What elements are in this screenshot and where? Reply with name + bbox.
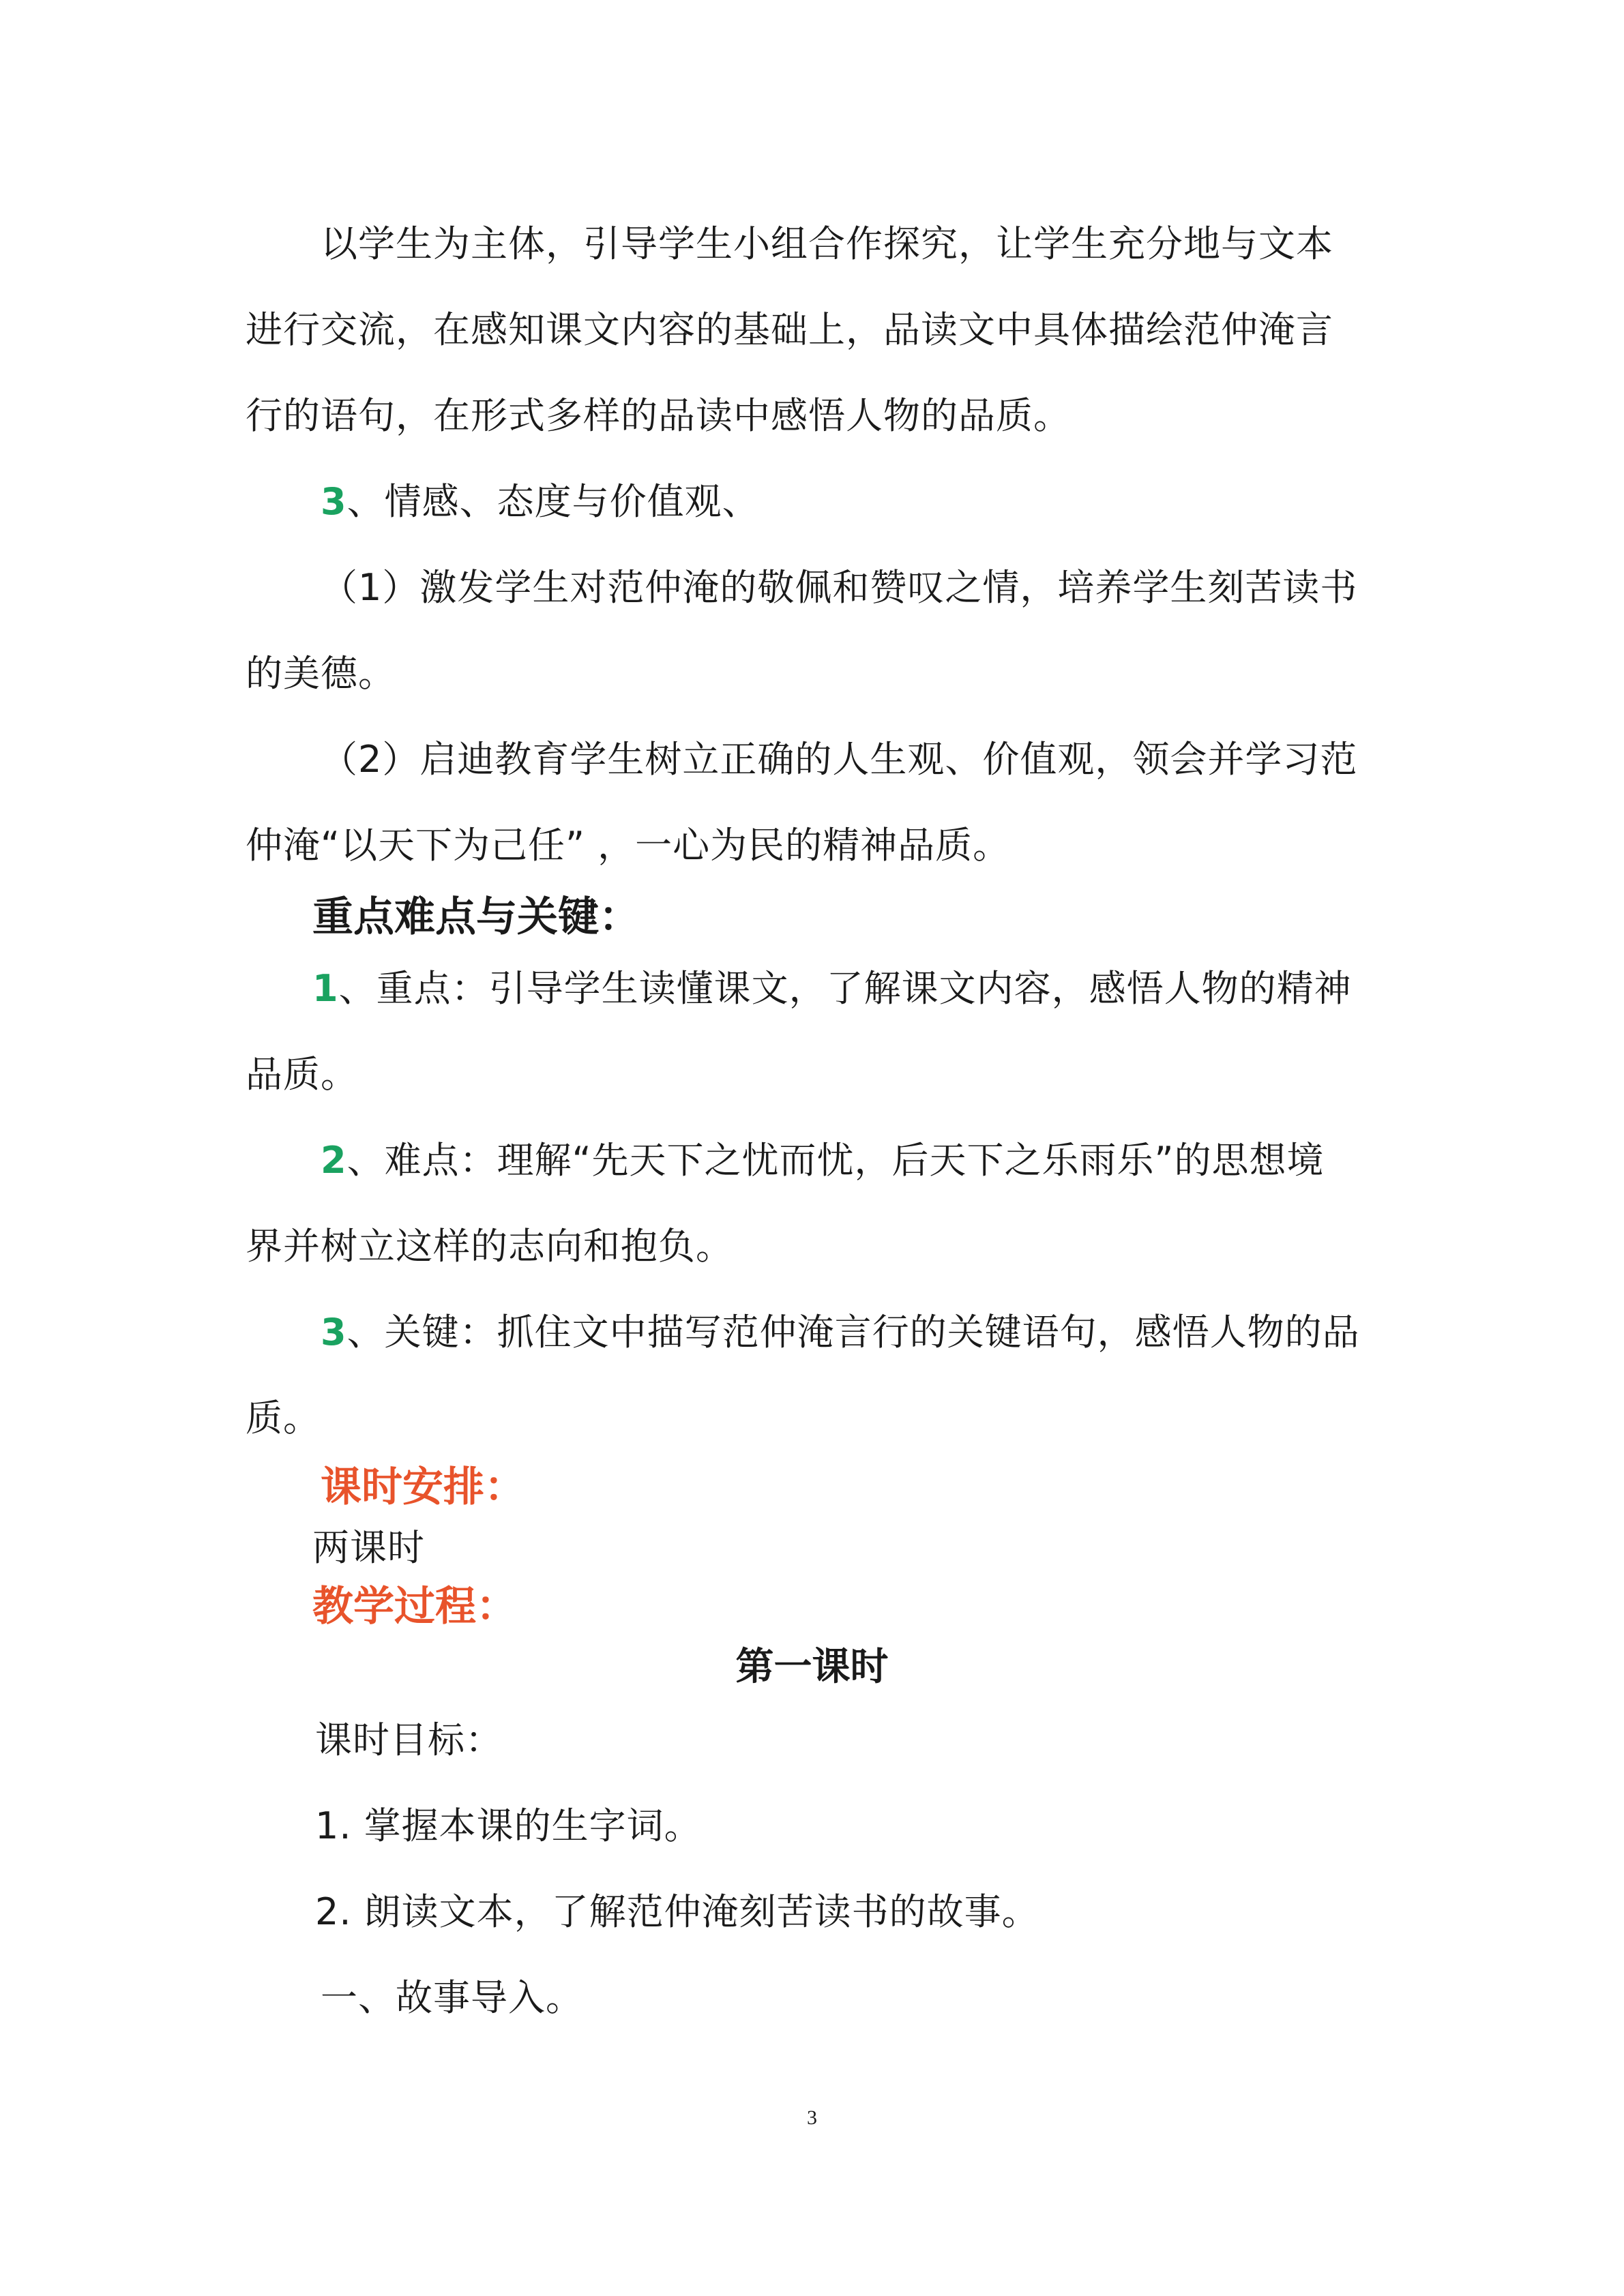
key-2-line	[321, 1133, 1385, 1188]
key-1-line	[312, 961, 1390, 1016]
lesson-title: 第一课时	[735, 1645, 889, 1689]
item-2-line: 仲淹“以天下为己任” ，一心为民的精神品质。	[246, 824, 1011, 867]
section-number: 3	[321, 480, 347, 523]
key-text: 、难点：理解“先天下之忧而忧，后天下之乐雨乐”的思想境	[346, 1139, 1325, 1182]
key-number: 2	[321, 1139, 347, 1182]
key-2-line: 界并树立这样的志向和抱负。	[246, 1225, 733, 1268]
step-heading: 一、故事导入。	[321, 1976, 583, 2019]
key-number: 1	[312, 967, 339, 1010]
key-3-line	[321, 1305, 1385, 1360]
goals-label: 课时目标：	[315, 1718, 503, 1761]
key-text: 、关键：抓住文中描写范仲淹言行的关键语句，感悟人物的品	[346, 1311, 1360, 1354]
goal-item: 1. 掌握本课的生字词。	[315, 1804, 702, 1847]
item-2-line: （2）启迪教育学生树立正确的人生观、价值观，领会并学习范	[321, 738, 1358, 781]
process-heading: 教学过程：	[312, 1583, 517, 1630]
page-number: 3	[807, 2106, 817, 2129]
section-title: 、情感、态度与价值观、	[346, 480, 760, 523]
item-1-line: （1）激发学生对范仲淹的敬佩和赞叹之情，培养学生刻苦读书	[321, 566, 1358, 609]
key-number: 3	[321, 1311, 347, 1354]
item-1-line: 的美德。	[246, 652, 396, 695]
key-1-line: 品质。	[246, 1053, 358, 1096]
schedule-value: 两课时	[312, 1526, 425, 1569]
key-3-line: 质。	[246, 1397, 321, 1440]
section-3-heading	[321, 475, 1385, 529]
key-text: 、重点：引导学生读懂课文，了解课文内容，感悟人物的精神	[338, 967, 1352, 1010]
paragraph-line: 进行交流，在感知课文内容的基础上，品读文中具体描绘范仲淹言	[246, 308, 1333, 351]
key-points-heading: 重点难点与关键：	[312, 893, 640, 941]
schedule-heading: 课时安排：	[321, 1463, 525, 1511]
paragraph-line: 行的语句，在形式多样的品读中感悟人物的品质。	[246, 394, 1071, 437]
goal-item: 2. 朗读文本，了解范仲淹刻苦读书的故事。	[315, 1890, 1039, 1933]
paragraph-line: 以学生为主体，引导学生小组合作探究，让学生充分地与文本	[321, 222, 1333, 265]
